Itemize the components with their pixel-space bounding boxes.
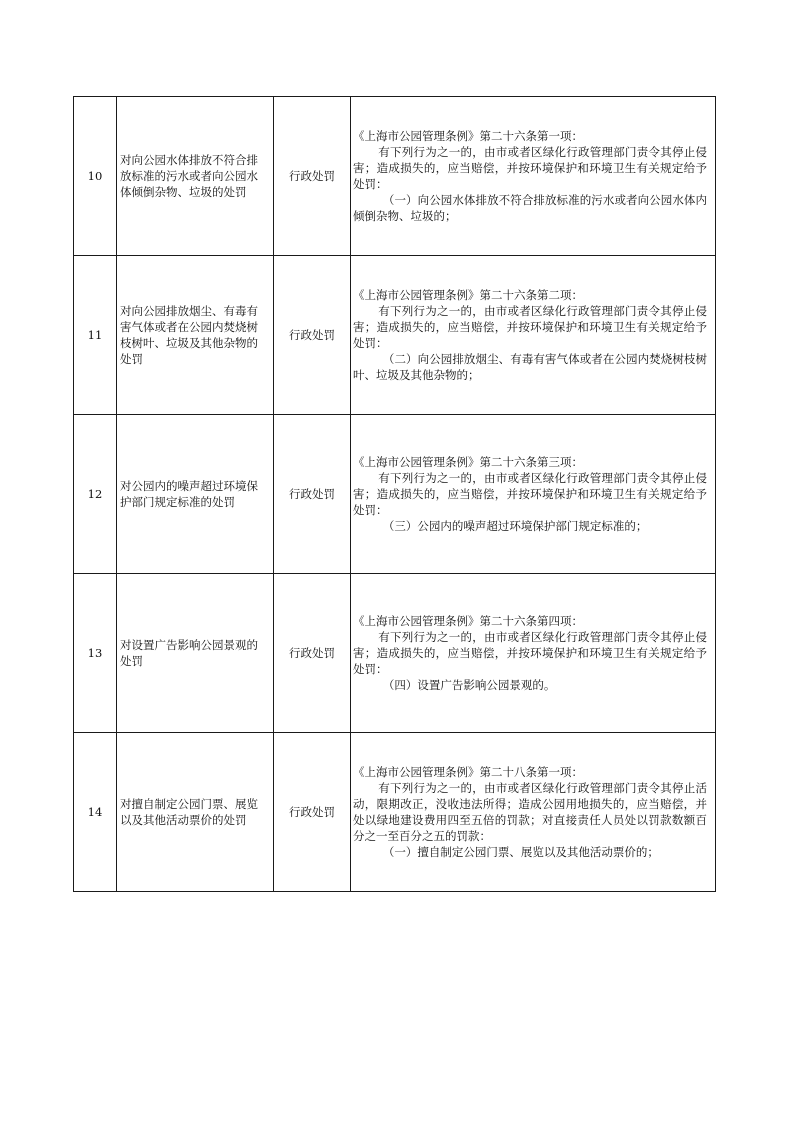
penalty-type: 行政处罚 [274,97,351,256]
penalty-item-name: 对公园内的噪声超过环境保护部门规定标准的处罚 [117,415,274,574]
row-number: 13 [74,574,117,733]
legal-basis [351,574,716,733]
row-number: 11 [74,256,117,415]
legal-basis-body: 有下列行为之一的，由市或者区绿化行政管理部门责令其停止侵害；造成损失的，应当赔偿，并按环境保护和环境卫生有关规定给予处罚： [353,145,707,191]
legal-basis-item: （二）向公园排放烟尘、有毒有害气体或者在公园内焚烧树枝树叶、垃圾及其他杂物的； [353,352,707,382]
penalty-type: 行政处罚 [274,733,351,892]
table-row [74,415,716,574]
row-number: 12 [74,415,117,574]
row-number: 10 [74,97,117,256]
penalty-item-name: 对向公园水体排放不符合排放标准的污水或者向公园水体倾倒杂物、垃圾的处罚 [117,97,274,256]
legal-basis [351,256,716,415]
legal-basis-title: 《上海市公园管理条例》第二十六条第四项： [353,614,583,628]
legal-basis-title: 《上海市公园管理条例》第二十六条第一项： [353,129,583,143]
legal-basis-item: （三）公园内的噪声超过环境保护部门规定标准的； [382,519,648,533]
legal-basis [351,733,716,892]
legal-basis [351,97,716,256]
legal-basis-item: （一）向公园水体排放不符合排放标准的污水或者向公园水体内倾倒杂物、垃圾的； [353,193,707,223]
legal-basis-title: 《上海市公园管理条例》第二十六条第二项： [353,288,583,302]
penalty-item-name: 对向公园排放烟尘、有毒有害气体或者在公园内焚烧树枝树叶、垃圾及其他杂物的处罚 [117,256,274,415]
row-number: 14 [74,733,117,892]
legal-basis-body: 有下列行为之一的，由市或者区绿化行政管理部门责令其停止侵害；造成损失的，应当赔偿，并按环境保护和环境卫生有关规定给予处罚： [353,630,707,676]
table-row [74,256,716,415]
table-row [74,97,716,256]
penalty-type: 行政处罚 [274,415,351,574]
legal-basis-body: 有下列行为之一的，由市或者区绿化行政管理部门责令其停止侵害；造成损失的，应当赔偿，并按环境保护和环境卫生有关规定给予处罚： [353,304,707,350]
penalty-item-name: 对擅自制定公园门票、展览以及其他活动票价的处罚 [117,733,274,892]
legal-basis-item: （四）设置广告影响公园景观的。 [382,678,556,692]
legal-basis [351,415,716,574]
legal-basis-body: 有下列行为之一的，由市或者区绿化行政管理部门责令其停止侵害；造成损失的，应当赔偿，并按环境保护和环境卫生有关规定给予处罚： [353,471,707,517]
penalty-item-name: 对设置广告影响公园景观的处罚 [117,574,274,733]
penalty-type: 行政处罚 [274,256,351,415]
legal-basis-body: 有下列行为之一的，由市或者区绿化行政管理部门责令其停止活动，限期改正，没收违法所得；造成公园用地损失的，应当赔偿，并处以绿地建设费用四至五倍的罚款；对直接责任人员处以罚款数额百分之一至百分之五的罚款： [353,781,707,843]
penalty-table [73,96,716,892]
penalty-type: 行政处罚 [274,574,351,733]
legal-basis-item: （一）擅自制定公园门票、展览以及其他活动票价的； [382,845,659,859]
table-row [74,733,716,892]
legal-basis-title: 《上海市公园管理条例》第二十六条第三项： [353,455,583,469]
legal-basis-title: 《上海市公园管理条例》第二十八条第一项： [353,765,583,779]
table-row [74,574,716,733]
